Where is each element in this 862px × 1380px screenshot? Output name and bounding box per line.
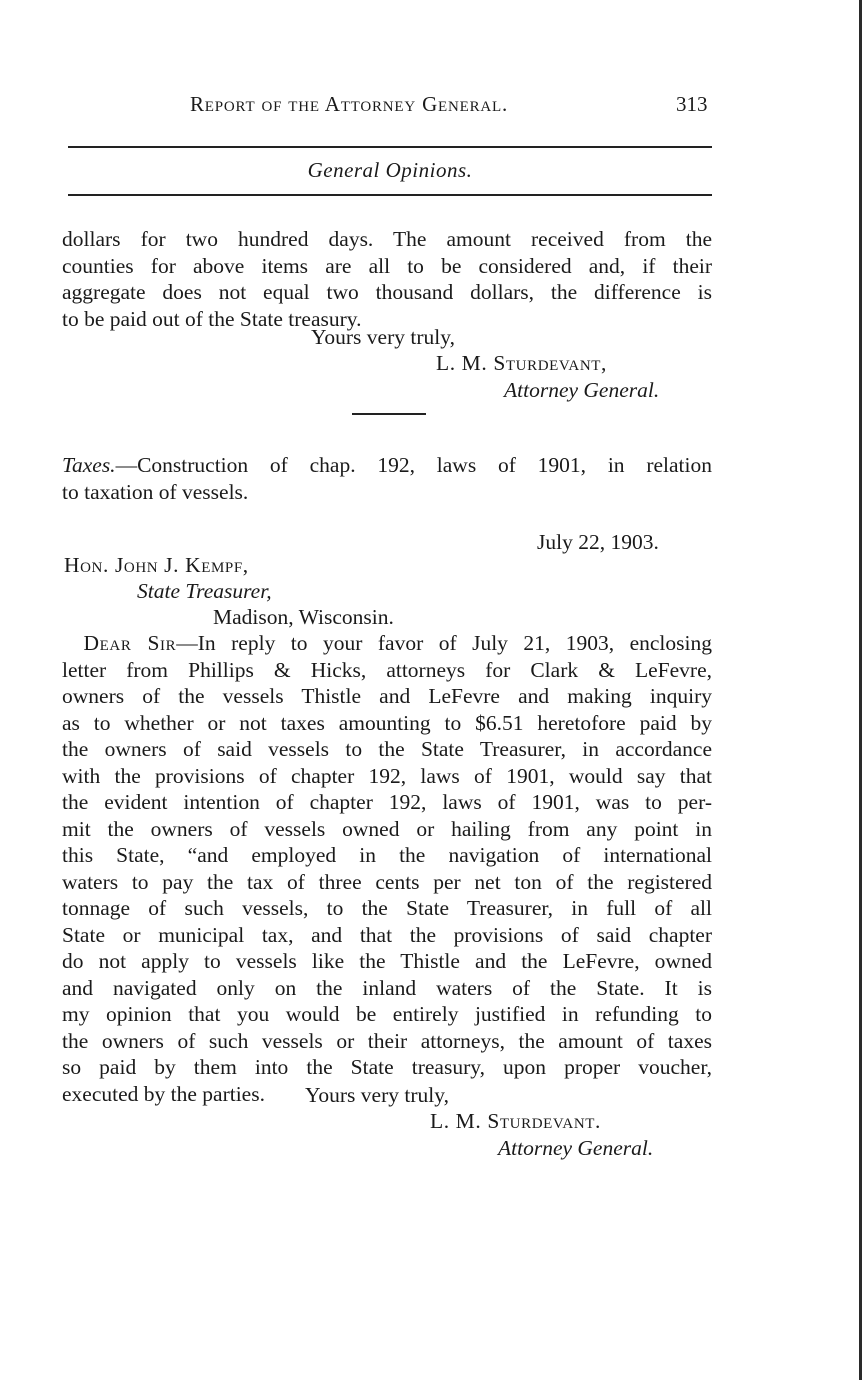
- body-first-line-text: —In reply to your favor of July 21, 1903, enclosing: [176, 631, 712, 655]
- text-line: owners of the vessels Thistle and LeFevre and making inquiry: [62, 684, 712, 708]
- text-line: my opinion that you would be entirely justified in refunding to: [62, 1002, 712, 1026]
- text-line: and navigated only on the inland waters of the State. It is: [62, 975, 712, 1000]
- summary-line: [62, 452, 712, 479]
- text-line: this State, “and employed in the navigation of international: [62, 843, 712, 867]
- opinion2-summary: [62, 452, 712, 505]
- opinion1-closing: Yours very truly,: [311, 325, 455, 349]
- addressee-location: Madison, Wisconsin.: [213, 605, 394, 629]
- text-line: mit the owners of vessels owned or hailing from any point in: [62, 816, 712, 841]
- opinion2-closing: Yours very truly,: [305, 1083, 449, 1107]
- text-line: to be paid out of the State treasury.: [62, 306, 362, 331]
- opinion2-signer-title: Attorney General.: [498, 1136, 654, 1160]
- text-line: as to whether or not taxes amounting to $6.51 heretofore paid by: [62, 710, 712, 735]
- salutation: Dear Sir: [83, 631, 177, 655]
- running-title: Report of the Attorney General.: [190, 92, 509, 116]
- opinion2-signer: L. M. Sturdevant.: [430, 1109, 602, 1133]
- text-line: dollars for two hundred days. The amount received from the: [62, 227, 712, 251]
- header-rule-top: [68, 146, 712, 148]
- summary-line: to taxation of vessels.: [62, 479, 249, 504]
- addressee-title: State Treasurer,: [137, 579, 272, 603]
- text-line: aggregate does not equal two thousand dollars, the difference is: [62, 280, 712, 304]
- body-first-line: [62, 630, 712, 657]
- opinion1-signer: L. M. Sturdevant,: [436, 351, 608, 375]
- text-line: State or municipal tax, and that the provisions of said chapter: [62, 922, 712, 947]
- header-rule-bottom: [68, 194, 712, 196]
- text-line: the evident intention of chapter 192, laws of 1901, was to per-: [62, 790, 712, 814]
- section-heading: General Opinions.: [307, 158, 473, 182]
- topic-label: Taxes.: [62, 453, 116, 477]
- page-number: 313: [676, 92, 708, 116]
- text-line: the owners of said vessels to the State Treasurer, in accordance: [62, 737, 712, 761]
- opinion1-paragraph: [62, 226, 712, 332]
- text-line: counties for above items are all to be considered and, if their: [62, 253, 712, 278]
- opinion1-signer-title: Attorney General.: [504, 378, 660, 402]
- text-line: executed by the parties.: [62, 1081, 265, 1106]
- running-head: [0, 92, 862, 122]
- opinion2-body: [62, 630, 712, 1107]
- opinion-separator: [352, 413, 426, 415]
- text-line: the owners of such vessels or their attorneys, the amount of taxes: [62, 1028, 712, 1053]
- addressee-name: Hon. John J. Kempf,: [64, 553, 249, 577]
- text-line: do not apply to vessels like the Thistle and the LeFevre, owned: [62, 949, 712, 973]
- text-line: waters to pay the tax of three cents per net ton of the registered: [62, 869, 712, 894]
- text-line: with the provisions of chapter 192, laws of 1901, would say that: [62, 763, 712, 788]
- letter-date: July 22, 1903.: [537, 530, 659, 554]
- summary-text: —Construction of chap. 192, laws of 1901, in relation: [115, 453, 712, 477]
- text-line: letter from Phillips & Hicks, attorneys for Clark & LeFevre,: [62, 657, 712, 682]
- text-line: so paid by them into the State treasury, upon proper voucher,: [62, 1055, 712, 1079]
- text-line: tonnage of such vessels, to the State Treasurer, in full of all: [62, 896, 712, 920]
